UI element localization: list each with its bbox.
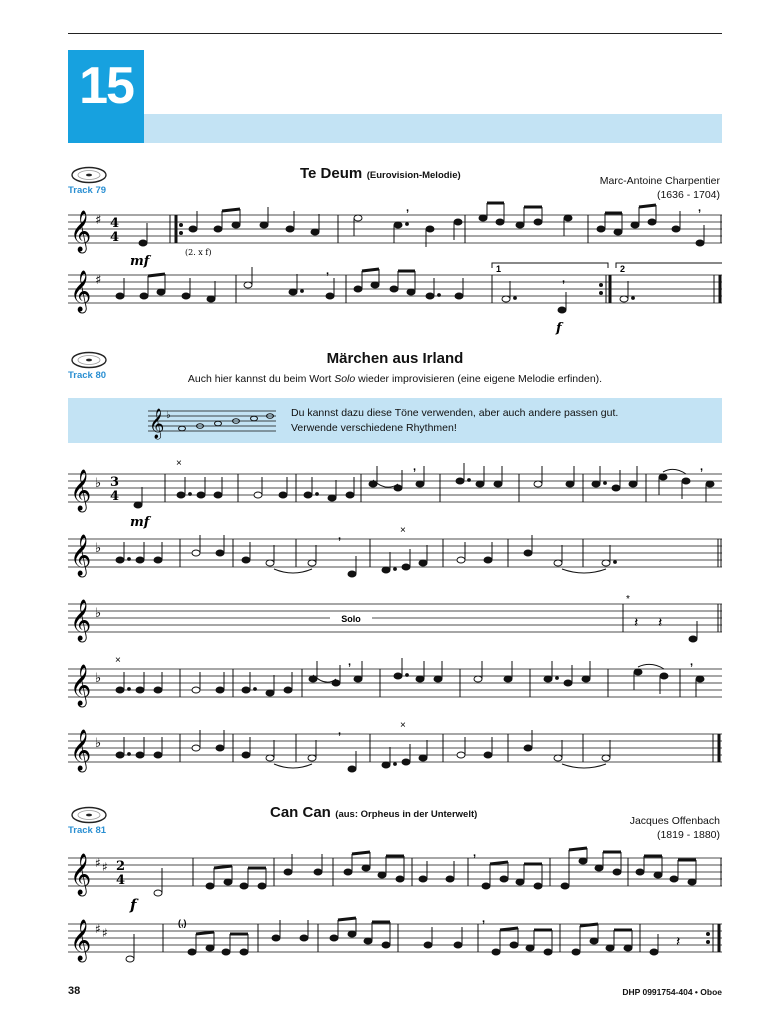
info-line: Du kannst dazu diese Töne verwenden, aber auch andere passen gut. — [291, 407, 619, 419]
breath-mark: , — [700, 461, 704, 473]
time-sig-top: 4 — [110, 216, 120, 231]
sharp-sign: ♯ — [95, 922, 101, 936]
flat-sign: ♭ — [95, 736, 102, 751]
treble-clef: 𝄞 — [70, 854, 92, 895]
cd-icon — [70, 166, 108, 184]
song-title: Can Can — [270, 804, 331, 821]
instruction — [68, 373, 722, 385]
flat-sign: ♭ — [95, 606, 102, 621]
sharp-sign: ♯ — [102, 926, 108, 940]
flat-sign: ♭ — [166, 410, 171, 421]
breath-mark: , — [690, 656, 694, 668]
notes — [116, 730, 610, 772]
composer-years: (1819 - 1880) — [656, 829, 720, 841]
notes — [116, 535, 616, 577]
staff-can-can-2 — [68, 912, 722, 974]
rest: 𝄽 — [634, 615, 639, 631]
breath-mark: , — [413, 461, 417, 473]
flat-sign: ♭ — [95, 541, 102, 556]
time-sig-bottom: 4 — [110, 230, 120, 245]
breath-mark: , — [326, 265, 330, 277]
dynamic-f: f — [130, 896, 137, 914]
tone-staff — [148, 405, 278, 439]
breath-mark: , — [562, 273, 566, 285]
breath-mark: , — [473, 847, 477, 859]
treble-clef: 𝄞 — [70, 535, 92, 576]
time-sig-top: 2 — [116, 859, 126, 874]
composer: Marc-Antoine Charpentier — [599, 175, 720, 187]
song-title: Märchen aus Irland — [326, 350, 464, 367]
top-rule — [68, 33, 722, 34]
sharp-sign: ♯ — [95, 273, 102, 288]
sharp-sign: ♯ — [95, 856, 101, 870]
track-label: Track 79 — [68, 185, 107, 196]
staff-maerchen-2 — [68, 525, 722, 585]
page-number: 38 — [68, 985, 81, 997]
staff-maerchen-3 — [68, 655, 722, 715]
notes — [116, 658, 704, 697]
breath-mark: , — [698, 202, 702, 214]
instruction-emphasis: Solo — [334, 373, 356, 385]
chapter-number: 15 — [79, 57, 133, 115]
time-sig-bottom: 4 — [110, 489, 120, 504]
dynamic-f: f — [556, 321, 562, 336]
track-label: Track 81 — [68, 825, 107, 836]
x-mark: × — [115, 655, 121, 666]
track-label: Track 80 — [68, 370, 107, 381]
x-mark: × — [176, 458, 182, 469]
song-title: Te Deum — [300, 165, 363, 182]
breath-mark: , — [348, 656, 352, 668]
dynamic-mf: mf — [130, 515, 150, 530]
treble-clef: 𝄞 — [70, 600, 92, 641]
treble-clef: 𝄞 — [70, 665, 92, 706]
treble-clef: 𝄞 — [70, 730, 92, 771]
treble-clef: 𝄞 — [70, 211, 92, 252]
treble-clef: 𝄞 — [70, 470, 92, 511]
dynamic-mf: mf — [130, 254, 150, 269]
staff-solo — [68, 590, 722, 650]
notes — [126, 918, 658, 962]
notes — [134, 463, 714, 508]
flat-sign: ♭ — [95, 476, 102, 491]
asterisk: * — [626, 594, 630, 605]
composer: Jacques Offenbach — [629, 815, 720, 827]
footer-code: DHP 0991754-404 • Oboe — [622, 987, 722, 997]
instruction-text: wieder improvisieren (eine eigene Melodie erfinden). — [355, 373, 603, 385]
time-sig-top: 3 — [110, 475, 120, 490]
chapter-band — [144, 114, 722, 143]
song-subtitle: (Eurovision-Melodie) — [366, 170, 461, 181]
notes — [116, 267, 634, 313]
breath-mark: , — [482, 913, 486, 925]
song-subtitle: (aus: Orpheus in der Unterwelt) — [335, 809, 478, 820]
rest: 𝄽 — [676, 934, 681, 950]
staff-maerchen-1 — [68, 460, 722, 532]
flat-sign: ♭ — [95, 671, 102, 686]
x-mark: × — [400, 525, 406, 536]
info-line: Verwende verschiedene Rhythmen! — [291, 422, 457, 434]
paren-breath: (,) — [178, 918, 187, 928]
instruction-text: Auch hier kannst du beim Wort — [187, 373, 335, 385]
ending-label: 1 — [496, 264, 502, 274]
sharp-sign: ♯ — [95, 213, 102, 228]
treble-clef: 𝄞 — [70, 271, 92, 312]
rest: 𝄽 — [658, 615, 663, 631]
solo-label: Solo — [341, 614, 361, 624]
notes — [139, 203, 704, 247]
staff-te-deum-2 — [68, 262, 722, 337]
composer-years: (1636 - 1704) — [656, 189, 720, 201]
info-text — [291, 406, 618, 436]
repeat-hint: (2. x f) — [185, 248, 212, 257]
staff-maerchen-4 — [68, 720, 722, 780]
time-sig-bottom: 4 — [116, 873, 126, 888]
breath-mark: , — [338, 530, 342, 542]
song-title-te-deum — [300, 165, 461, 183]
treble-clef: 𝄞 — [149, 409, 165, 439]
sharp-sign: ♯ — [102, 860, 108, 874]
song-title-can-can — [270, 804, 477, 822]
x-mark: × — [400, 720, 406, 731]
cd-icon — [70, 806, 108, 824]
treble-clef: 𝄞 — [70, 920, 92, 961]
breath-mark: , — [338, 725, 342, 737]
breath-mark: , — [406, 202, 410, 214]
ending-label: 2 — [620, 264, 626, 274]
